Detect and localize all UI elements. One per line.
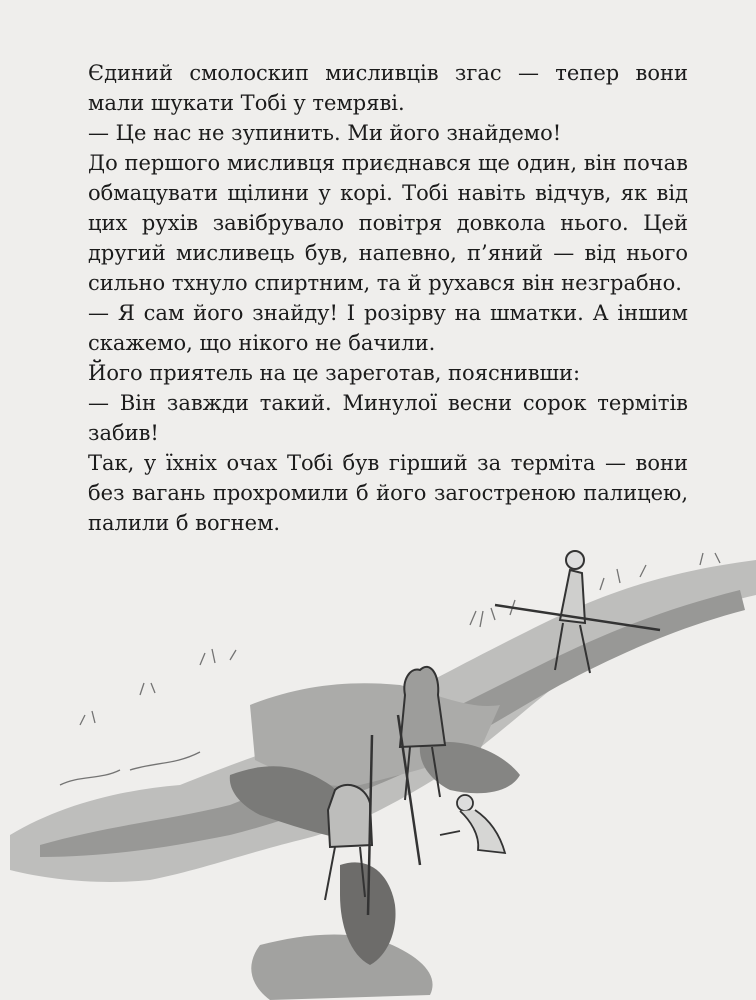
log-wash <box>10 560 756 1000</box>
paragraph-6: — Він завжди такий. Минулої весни сорок термітів забив! <box>88 391 688 445</box>
paragraph-1: Єдиний смолоскип мисливців згас — тепер вони мали шукати Тобі у темряві. <box>88 61 688 115</box>
paragraph-4: — Я сам його знайду! І розірву на шматки. А іншим скажемо, що нікого не бачили. <box>88 301 688 355</box>
paragraph-5: Його приятель на це зареготав, пояснивши: <box>88 361 581 385</box>
paragraph-2: — Це нас не зупинить. Ми його знайдемо! <box>88 121 562 145</box>
toby-figure <box>440 795 505 853</box>
paragraph-7: Так, у їхніх очах Тобі був гірший за терміта — вони без вагань прохромили б його загостреною палицею, палили б вогнем. <box>88 451 688 535</box>
paragraph-3: До першого мисливця приєднався ще один, він почав обмацувати щілини у корі. Тобі навіть відчув, як від цих рухів завібрувало повітря довкола нього. Цей другий мисливець був, напевно, п’яний — від нього сильно тхнуло спиртним, та й рухався він незграбно. <box>88 151 688 295</box>
illustration-image <box>0 535 756 1000</box>
body-text <box>88 58 688 538</box>
